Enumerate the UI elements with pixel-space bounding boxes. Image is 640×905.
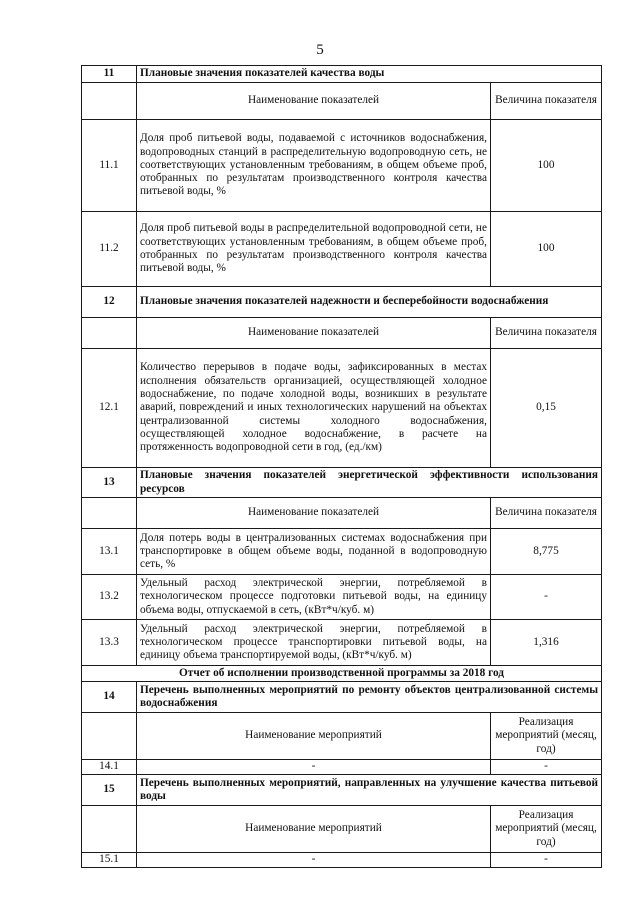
row-text: Доля потерь воды в централизованных системах водоснабжения при транспортировке в общем объеме воды, поданной в водопроводную сеть, %: [137, 529, 491, 575]
column-header-value: Величина показателя: [491, 498, 602, 529]
row-text: Удельный расход электрической энергии, потребляемой в технологическом процессе подготовки питьевой воды, на единицу объема воды, отпускаемой в сеть, (кВт*ч/куб. м): [137, 575, 491, 620]
column-header-name: Наименование мероприятий: [137, 806, 491, 853]
row-number: 13.2: [82, 575, 137, 620]
column-header-row: [82, 498, 602, 529]
section-title: Плановые значения показателей качества воды: [137, 66, 602, 83]
row-value: -: [491, 853, 602, 868]
section-title: Плановые значения показателей энергетической эффективности использования ресурсов: [137, 468, 602, 498]
section-title: Перечень выполненных мероприятий, направленных на улучшение качества питьевой воды: [137, 775, 602, 806]
row-value: -: [491, 760, 602, 775]
column-header-name: Наименование показателей: [137, 318, 491, 349]
column-header-name: Наименование показателей: [137, 498, 491, 529]
empty-cell: [82, 83, 137, 120]
row-number: 13.3: [82, 620, 137, 666]
table-row: [82, 212, 602, 287]
row-number: 14.1: [82, 760, 137, 775]
report-title: Отчет об исполнении производственной программы за 2018 год: [82, 666, 602, 682]
row-number: 12.1: [82, 349, 137, 468]
column-header-name: Наименование показателей: [137, 83, 491, 120]
column-header-name: Наименование мероприятий: [137, 713, 491, 760]
report-title-row: [82, 666, 602, 682]
column-header-value: Реализация мероприятий (месяц, год): [491, 806, 602, 853]
row-text: Количество перерывов в подаче воды, зафиксированных в местах исполнения обязательств организацией, осуществляющей холодное водоснабжение, по подаче холодной воды, возникших в результате аварий, повреждений и иных технологических нарушений на объектах централизованной системы холодного водоснабжения, осуществляющей холодное водоснабжение, в расчете на протяженность водопроводной сети в год, (ед./км): [137, 349, 491, 468]
row-text: -: [137, 760, 491, 775]
section-header-11: [82, 66, 602, 83]
table-row: [82, 349, 602, 468]
section-number: 11: [82, 66, 137, 83]
table-row: [82, 620, 602, 666]
table-row: [82, 575, 602, 620]
row-text: Доля проб питьевой воды, подаваемой с источников водоснабжения, водопроводных станций в распределительную водопроводную сеть, не соответствующих установленным требованиям, в общем объеме проб, отобранных по результатам производственного контроля качества питьевой воды, %: [137, 120, 491, 212]
section-header-14: [82, 682, 602, 713]
column-header-row: [82, 713, 602, 760]
row-value: 0,15: [491, 349, 602, 468]
row-value: 1,316: [491, 620, 602, 666]
row-text: Удельный расход электрической энергии, потребляемой в технологическом процессе транспортировки питьевой воды, на единицу объема транспортируемой воды, (кВт*ч/куб. м): [137, 620, 491, 666]
section-header-12: [82, 287, 602, 318]
row-value: -: [491, 575, 602, 620]
page-number: 5: [316, 42, 324, 58]
section-number: 12: [82, 287, 137, 318]
row-value: 100: [491, 212, 602, 287]
row-text: Доля проб питьевой воды в распределительной водопроводной сети, не соответствующих установленным требованиям, в общем объеме проб, отобранных по результатам производственного контроля качества питьевой воды, %: [137, 212, 491, 287]
column-header-row: [82, 83, 602, 120]
row-value: 8,775: [491, 529, 602, 575]
column-header-value: Реализация мероприятий (месяц, год): [491, 713, 602, 760]
table-row: [82, 529, 602, 575]
row-number: 15.1: [82, 853, 137, 868]
table-row: [82, 760, 602, 775]
section-number: 15: [82, 775, 137, 806]
column-header-value: Величина показателя: [491, 83, 602, 120]
column-header-value: Величина показателя: [491, 318, 602, 349]
section-header-15: [82, 775, 602, 806]
empty-cell: [82, 713, 137, 760]
empty-cell: [82, 318, 137, 349]
section-header-13: [82, 468, 602, 498]
section-title: Плановые значения показателей надежности и бесперебойности водоснабжения: [137, 287, 602, 318]
column-header-row: [82, 318, 602, 349]
indicators-table: [81, 65, 602, 868]
table-row: [82, 120, 602, 212]
row-number: 13.1: [82, 529, 137, 575]
row-text: -: [137, 853, 491, 868]
column-header-row: [82, 806, 602, 853]
table-row: [82, 853, 602, 868]
row-value: 100: [491, 120, 602, 212]
empty-cell: [82, 806, 137, 853]
section-title: Перечень выполненных мероприятий по ремонту объектов централизованной системы водоснабжения: [137, 682, 602, 713]
empty-cell: [82, 498, 137, 529]
row-number: 11.1: [82, 120, 137, 212]
row-number: 11.2: [82, 212, 137, 287]
section-number: 13: [82, 468, 137, 498]
section-number: 14: [82, 682, 137, 713]
